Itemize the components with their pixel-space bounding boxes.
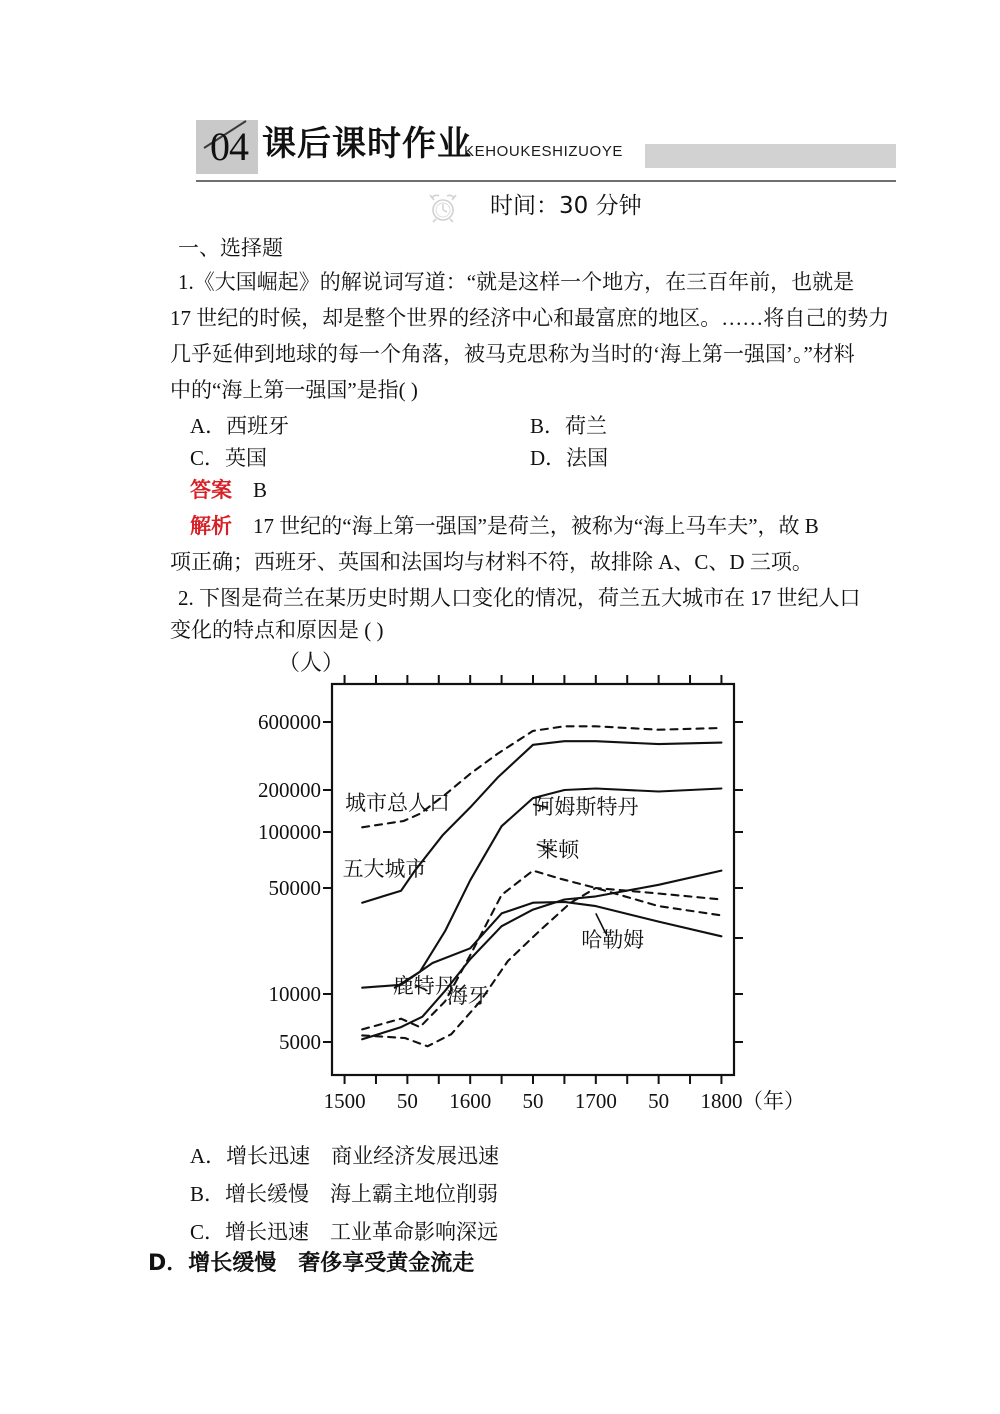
- chart-x-tick-label: 50: [396, 1089, 418, 1113]
- chart-series-label: 海牙: [446, 983, 489, 1008]
- question2-line1: 2. 下图是荷兰在某历史时期人口变化的情况，荷兰五大城市在 17 世纪人口: [178, 586, 861, 610]
- chart-series-line: [362, 871, 721, 1040]
- chart-y-tick-label: 200000: [258, 778, 321, 802]
- analysis-text-line1: 17 世纪的“海上第一强国”是荷兰，被称为“海上马车夫”，故 B: [253, 514, 819, 538]
- chart-canvas: [240, 648, 860, 1088]
- chart-series-label: 阿姆斯特丹: [533, 795, 639, 820]
- exercise-banner: [196, 118, 896, 180]
- question1-answer-row: [190, 472, 267, 508]
- section-heading: 一、选择题: [178, 236, 283, 260]
- time-limit-text: 时间：30 分钟: [490, 193, 642, 219]
- chart-series-label: 哈勒姆: [581, 928, 645, 953]
- question1-line3: 几乎延伸到地球的每一个角落，被马克思称为当时的‘海上第一强国’。”材料: [170, 342, 855, 366]
- banner-pinyin: KEHOUKESHIZUOYE: [464, 143, 624, 160]
- answer-label: 答案: [190, 478, 232, 502]
- banner-title: 课后课时作业: [262, 124, 472, 164]
- question1-analysis-line2: 项正确；西班牙、英国和法国均与材料不符，故排除 A、C、D 三项。: [170, 550, 813, 574]
- chart-series-label: 五大城市: [342, 856, 427, 881]
- question2-option-c[interactable]: C．增长迅速 工业革命影响深远: [190, 1220, 499, 1244]
- question1-line2: 17 世纪的时候，却是整个世界的经济中心和最富庶的地区。……将自己的势力: [170, 306, 890, 330]
- question2-line2: 变化的特点和原因是 ( ): [170, 618, 384, 642]
- chart-x-tick-label: 1500: [323, 1089, 366, 1113]
- question1-analysis-line1: [190, 508, 819, 544]
- chart-x-unit: （年）: [742, 1089, 805, 1113]
- alarm-clock-icon: [428, 191, 458, 223]
- chart-x-tick-label: 50: [522, 1089, 544, 1113]
- chart-y-tick-label: 5000: [279, 1030, 321, 1054]
- question1-option-c[interactable]: C．英国: [190, 446, 268, 470]
- question2-option-a[interactable]: A．增长迅速 商业经济发展迅速: [190, 1144, 500, 1168]
- chart-x-tick-label: 50: [648, 1089, 670, 1113]
- chart-series-line: [362, 871, 721, 1030]
- chart-x-tick-label: 1800: [700, 1089, 743, 1113]
- population-chart: [240, 648, 860, 1113]
- question1-option-a[interactable]: A．西班牙: [190, 414, 290, 438]
- question2-option-d[interactable]: D．增长缓慢 奢侈享受黄金流走: [148, 1251, 475, 1276]
- chart-y-tick-label: 10000: [268, 982, 321, 1006]
- chart-y-tick-label: 100000: [258, 820, 321, 844]
- chart-y-tick-label: 50000: [268, 876, 321, 900]
- banner-number: 04: [210, 124, 248, 169]
- question1-option-b[interactable]: B．荷兰: [530, 414, 608, 438]
- chart-x-tick-label: 1700: [574, 1089, 617, 1113]
- analysis-label: 解析: [190, 514, 232, 538]
- question1-line4: 中的“海上第一强国”是指( ): [170, 378, 418, 402]
- chart-series-label: 莱顿: [537, 838, 580, 863]
- answer-value: B: [253, 478, 268, 502]
- chart-series-label: 城市总人口: [345, 791, 451, 816]
- chart-series-label: 鹿特丹: [392, 973, 456, 998]
- banner-divider: [196, 180, 896, 182]
- chart-y-tick-label: 600000: [258, 710, 321, 734]
- question1-line1: 1.《大国崛起》的解说词写道：“就是这样一个地方，在三百年前，也就是: [178, 270, 855, 294]
- banner-gray-band: [645, 144, 896, 168]
- question1-option-d[interactable]: D．法国: [530, 446, 609, 470]
- chart-x-tick-label: 1600: [449, 1089, 492, 1113]
- chart-y-unit: （人）: [278, 650, 345, 675]
- question2-option-b[interactable]: B．增长缓慢 海上霸主地位削弱: [190, 1182, 499, 1206]
- chart-series-line: [362, 888, 721, 1046]
